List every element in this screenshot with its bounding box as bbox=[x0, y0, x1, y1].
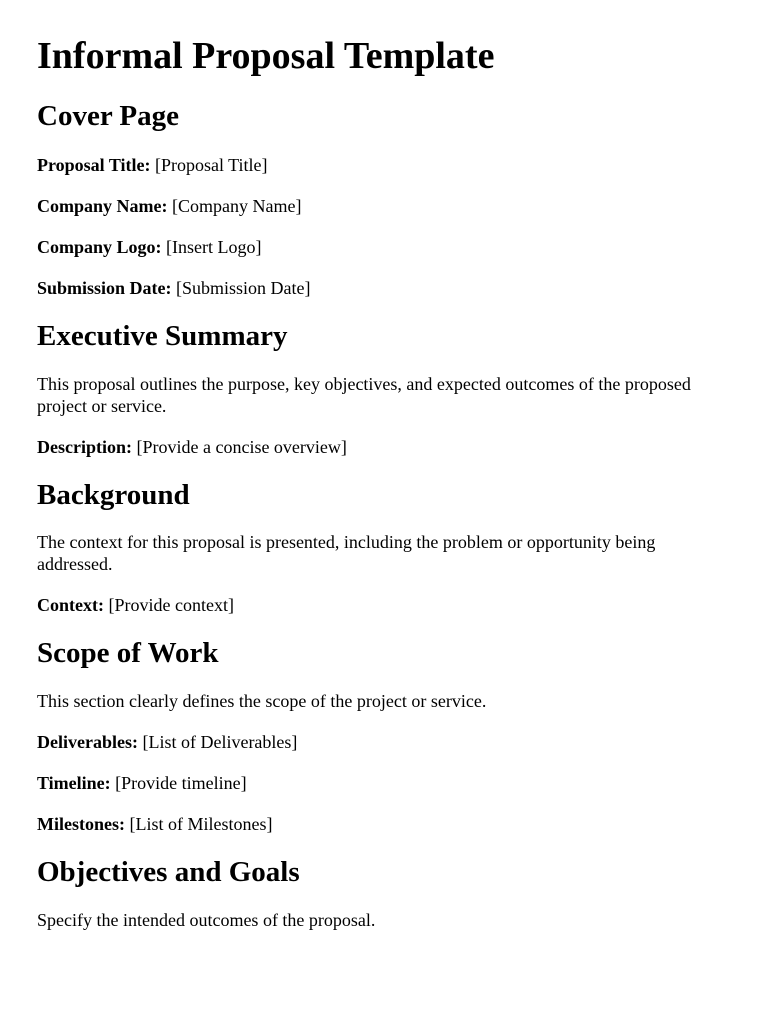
company-logo-field bbox=[37, 236, 730, 258]
proposal-title-field bbox=[37, 154, 730, 176]
background-text: The context for this proposal is presented, including the problem or opportunity being addressed. bbox=[37, 532, 656, 575]
field-label: Deliverables: bbox=[37, 732, 138, 753]
objectives-text: Specify the intended outcomes of the proposal. bbox=[37, 910, 376, 931]
field-value: [Company Name] bbox=[167, 195, 302, 216]
objectives-body bbox=[37, 909, 730, 931]
executive-summary-body bbox=[37, 373, 730, 458]
executive-summary-text: This proposal outlines the purpose, key objectives, and expected outcomes of the proposed project or service. bbox=[37, 373, 691, 416]
field-value: [Provide timeline] bbox=[110, 773, 247, 794]
cover-page-heading: Cover Page bbox=[37, 99, 179, 132]
scope-of-work-heading: Scope of Work bbox=[37, 637, 219, 670]
field-label: Timeline: bbox=[37, 773, 111, 794]
field-value: [Insert Logo] bbox=[161, 236, 262, 257]
document-title: Informal Proposal Template bbox=[37, 35, 495, 77]
field-label: Context: bbox=[37, 595, 104, 616]
field-label: Milestones: bbox=[37, 814, 125, 835]
milestones-field bbox=[37, 813, 730, 835]
scope-of-work-body bbox=[37, 690, 730, 835]
field-label: Proposal Title: bbox=[37, 154, 151, 175]
field-value: [Provide context] bbox=[103, 595, 234, 616]
field-value: [Proposal Title] bbox=[150, 154, 268, 175]
background-heading: Background bbox=[37, 478, 190, 511]
field-value: [Provide a concise overview] bbox=[131, 436, 347, 457]
field-label: Description: bbox=[37, 436, 132, 457]
background-body bbox=[37, 531, 730, 616]
field-value: [List of Milestones] bbox=[124, 814, 273, 835]
context-field bbox=[37, 594, 730, 616]
field-value: [Submission Date] bbox=[171, 277, 311, 298]
objectives-heading: Objectives and Goals bbox=[37, 856, 300, 889]
field-value: [List of Deliverables] bbox=[137, 732, 298, 753]
scope-text: This section clearly defines the scope of the project or service. bbox=[37, 691, 487, 712]
executive-summary-heading: Executive Summary bbox=[37, 319, 288, 352]
company-name-field bbox=[37, 195, 730, 217]
description-field bbox=[37, 436, 730, 458]
field-label: Company Name: bbox=[37, 195, 168, 216]
deliverables-field bbox=[37, 731, 730, 753]
submission-date-field bbox=[37, 277, 730, 299]
cover-page-fields bbox=[37, 154, 730, 299]
timeline-field bbox=[37, 772, 730, 794]
field-label: Company Logo: bbox=[37, 236, 162, 257]
field-label: Submission Date: bbox=[37, 277, 172, 298]
